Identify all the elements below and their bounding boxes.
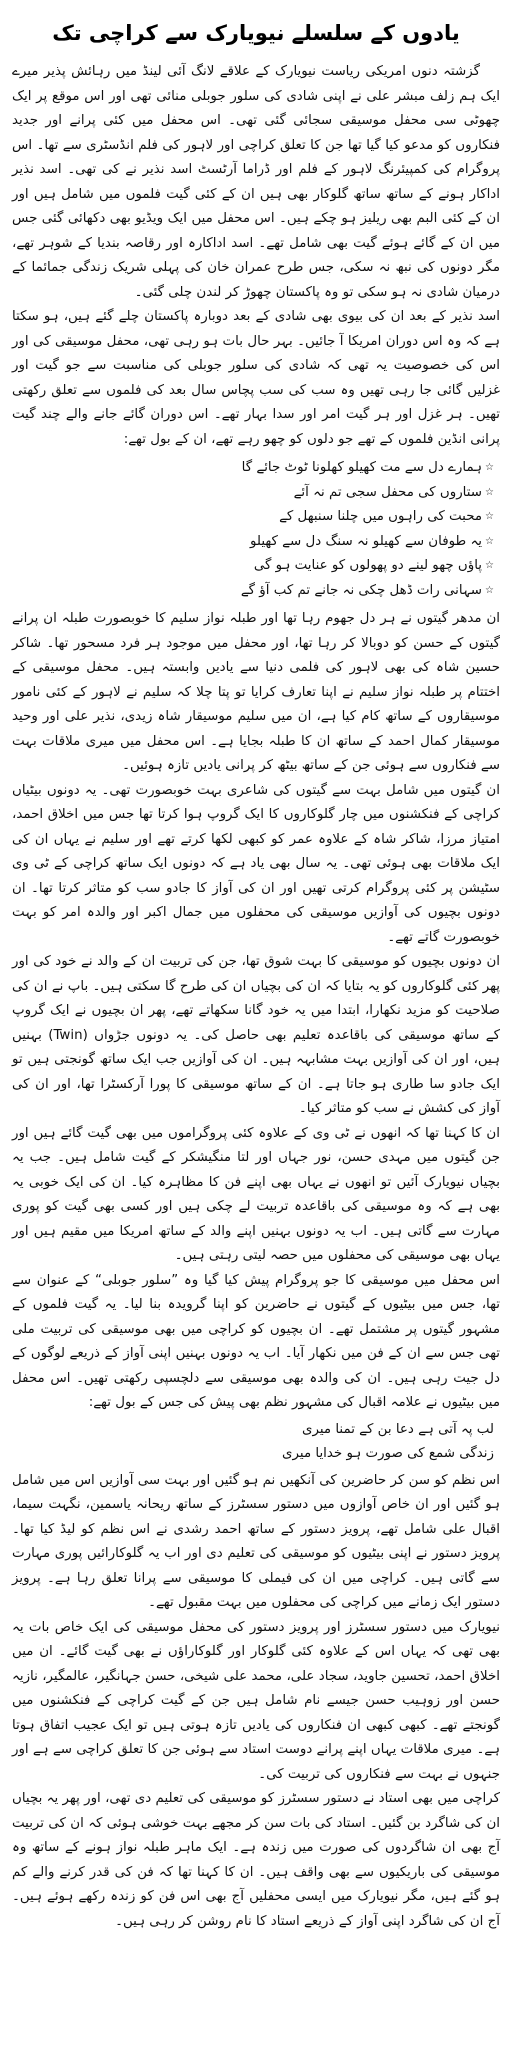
article-paragraph: ان مدھر گیتوں نے ہر دل جھوم رہا تھا اور طبلہ نواز سلیم کا خوبصورت طبلہ ان پرانے گیتوں کے حسن کو دوبالا کر رہا تھا، اور محفل میں موجود ہر فرد مسحور تھا۔ شاکر حسین شاہ کی بھی لاہور کی فلمی دنیا سے یادیں وابستہ ہیں۔ محفل موسیقی کے اختتام پر طبلہ نواز سلیم نے اپنا تعارف کرایا تو پتا چلا کہ سلیم نے لاہور کے کئی نامور موسیقاروں کے ساتھ کام کیا ہے، ان میں سلیم موسیقار شاہ زیدی، نذیر علی اور وحید موسیقار کمال احمد کے ساتھ ان کا طبلہ بجایا ہے۔ اس محفل میں میری ملاقات بہت سے فنکاروں سے ہوئی جن کے ساتھ بیٹھ کر پرانی یادیں تازہ ہوئیں۔ bbox=[12, 611, 500, 773]
star-icon: ☆ bbox=[485, 486, 494, 498]
song-lyric-item bbox=[12, 530, 494, 555]
song-lyric-item bbox=[12, 481, 494, 506]
song-lyrics-list bbox=[12, 456, 500, 603]
song-lyric-text: سہانی رات ڈھل چکی نہ جانے تم کب آؤ گے bbox=[240, 582, 483, 598]
star-icon: ☆ bbox=[485, 462, 494, 474]
article-paragraph: اسد نذیر کے بعد ان کی بیوی بھی شادی کے بعد دوبارہ پاکستان چلے گئے ہیں، ہو سکتا ہے کہ وہ اس دوران امریکا آ جائیں۔ بہر حال بات ہو رہی تھی، محفل موسیقی کی اور اس کی خصوصیت یہ تھی کہ شادی کی سلور جوبلی کی مناسبت سے جو گیت اور غزلیں گائی جا رہی تھیں وہ سب کی سب پچاس سال بعد کی فلموں سے تعلق رکھتی تھیں۔ ہر غزل اور ہر گیت امر اور سدا بہار تھے۔ اس دوران گائے جانے والے چند گیت پرانی انڈین فلموں کے تھے جو دلوں کو چھو رہے تھے، ان کے بول تھے: bbox=[12, 309, 500, 447]
star-icon: ☆ bbox=[485, 535, 494, 547]
article-paragraph: ان کا کہنا تھا کہ انھوں نے ٹی وی کے علاوہ کئی پروگراموں میں بھی گیت گائے ہیں اور جن گیتوں میں مہدی حسن، نور جہاں اور لتا منگیشکر کے گیت شامل ہیں۔ جب یہ بچیاں نیویارک آئیں تو انھوں نے یہاں بھی اپنے فن کا مظاہرہ کیا۔ ان کی ایک خوبی یہ بھی ہے کہ وہ موسیقی کی باقاعدہ تربیت لے چکی ہیں اور کسی بھی گیت کو پوری مہارت سے گاتی ہیں۔ اب یہ دونوں بہنیں اپنے والد کے ساتھ امریکا میں مقیم ہیں اور یہاں بھی موسیقی کی محفلوں میں حصہ لیتی رہتی ہیں۔ bbox=[12, 1125, 500, 1263]
song-lyric-text: یہ طوفان سے کھیلو نہ سنگ دل سے کھیلو bbox=[249, 533, 483, 549]
article-headline: یادوں کے سلسلے نیویارک سے کراچی تک bbox=[52, 21, 460, 45]
poem-quote-line: لب پہ آتی ہے دعا بن کے تمنا میری bbox=[302, 1421, 494, 1437]
article-paragraph: اس محفل میں موسیقی کا جو پروگرام پیش کیا گیا وہ ”سلور جوبلی“ کے عنوان سے تھا، جس میں بیٹیوں کے گیتوں نے حاضرین کو اپنا گرویدہ بنا لیا۔ یہ گیت فلموں کے مشہور گیتوں پر مشتمل تھے۔ ان بچیوں کو کراچی میں بھی موسیقی کی تربیت ملی تھی جس سے ان کے فن میں نکھار آیا۔ اب یہ دونوں بہنیں اپنی آواز کے ذریعے لوگوں کے دل جیت رہی ہیں۔ ان کی والدہ بھی موسیقی سے دلچسپی رکھتی تھیں۔ اس محفل میں بیٹیوں نے علامہ اقبال کی مشہور نظم بھی پیش کی جس کے بول تھے: bbox=[12, 1272, 500, 1410]
article-paragraph: گزشتہ دنوں امریکی ریاست نیویارک کے علاقے لانگ آئی لینڈ میں رہائش پذیر میرے ایک ہم زلف مبشر علی نے اپنی شادی کی سلور جوبلی منائی تھی اور اس موقع پر ایک چھوٹی سی محفل موسیقی سجائی گئی تھی۔ اس محفل میں کئی پرانے اور جدید فنکاروں کو مدعو کیا گیا تھا جن کا تعلق کراچی اور لاہور کی فلم انڈسٹری سے تھا۔ اس پروگرام کی کمپیئرنگ لاہور کے فلم اور ڈراما آرٹسٹ اسد نذیر نے کی تھی۔ اسد نذیر اداکار ہونے کے ساتھ ساتھ گلوکار بھی ہیں ان کے کئی گیت فلموں میں شامل ہیں اور ان کے کئی البم بھی ریلیز ہو چکے ہیں۔ اس محفل میں ایک ویڈیو بھی دکھائی گئی جس میں ان کے گائے ہوئے گیت بھی شامل تھے۔ اسد اداکارہ اور رقاصہ بندیا کے شوہر تھے، مگر دونوں کی نبھ نہ سکی، جس طرح عمران خان کی پہلی شریک زندگی جمائما کے درمیان شادی نہ ہو سکی تو وہ پاکستان چھوڑ کر لندن چلی گئی۔ bbox=[12, 64, 500, 300]
star-icon: ☆ bbox=[485, 584, 494, 596]
article-paragraph: نیویارک میں دستور سسٹرز اور پرویز دستور کی محفل موسیقی کی ایک خاص بات یہ بھی تھی کہ یہاں اس کے علاوہ کئی گلوکار اور گلوکاراؤں نے بھی گیت گائے۔ ان میں اخلاق احمد، تحسین جاوید، سجاد علی، محمد علی شیخی، حسن جہانگیر، عالمگیر، نازیہ حسن اور زوہیب حسن جیسے نام شامل ہیں جن کے گیت کراچی کے فنکشنوں میں گونجتے تھے۔ کبھی کبھی ان فنکاروں کی یادیں تازہ ہوتی ہیں تو ایک عجیب اتفاق ہوتا ہے۔ میری ملاقات یہاں اپنے پرانے دوست استاد سے ہوئی جن کا تعلق کراچی سے ہے اور جنہوں نے بہت سے فنکاروں کی تربیت کی۔ bbox=[12, 1619, 500, 1782]
star-icon: ☆ bbox=[485, 560, 494, 572]
poem-quote bbox=[12, 1418, 500, 1467]
song-lyric-item bbox=[12, 554, 494, 579]
article-paragraph: کراچی میں بھی استاد نے دستور سسٹرز کو موسیقی کی تعلیم دی تھی، اور پھر یہ بچیاں ان کی شاگرد بن گئیں۔ استاد کی بات سن کر مجھے بہت خوشی ہوئی کہ ان کی تربیت آج بھی ان شاگردوں کی صورت میں زندہ ہے۔ ایک ماہر طبلہ نواز ہونے کے ساتھ وہ موسیقی کی باریکیوں سے بھی واقف ہیں۔ ان کا کہنا تھا کہ فن کی قدر کرنے والے کم ہو گئے ہیں، مگر نیویارک میں ایسی محفلیں آج بھی اس فن کو زندہ رکھے ہوئے ہیں۔ آج ان کی شاگرد اپنی آواز کے ذریعے استاد کا نام روشن کر رہی ہیں۔ bbox=[12, 1791, 500, 1929]
song-lyric-item bbox=[12, 579, 494, 604]
song-lyric-item bbox=[12, 456, 494, 481]
song-lyric-text: ہمارے دل سے مت کھیلو کھلونا ٹوٹ جائے گا bbox=[241, 460, 483, 475]
song-lyric-text: ستاروں کی محفل سجی تم نہ آئے bbox=[293, 484, 483, 500]
song-lyric-item bbox=[12, 505, 494, 530]
song-lyric-text: پاؤں چھو لینے دو پھولوں کو عنایت ہو گی bbox=[253, 558, 483, 573]
star-icon: ☆ bbox=[485, 511, 494, 523]
article-paragraph: اس نظم کو سن کر حاضرین کی آنکھیں نم ہو گئیں اور بہت سی آوازیں اس میں شامل ہو گئیں اور ان خاص آوازوں میں دستور سسٹرز کے ساتھ ریحانہ یاسمین، نگہت سیما، اقبال علی شامل تھے، پرویز دستور کے ساتھ احمد رشدی نے اس نظم کو لیڈ کیا تھا۔ پرویز دستور نے اپنی بیٹیوں کو موسیقی کی تعلیم دی اور اب یہ گلوکارائیں پوری مہارت سے گاتی ہیں۔ کراچی میں ان کی فیملی کا موسیقی سے پرانا تعلق رہا ہے۔ پرویز دستور ایک زمانے میں کراچی کی محفلوں میں بہت مقبول تھے۔ bbox=[12, 1472, 500, 1610]
poem-quote-line: زندگی شمع کی صورت ہو خدایا میری bbox=[282, 1446, 494, 1461]
article-body bbox=[12, 60, 500, 1934]
song-lyric-text: محبت کی راہوں میں چلنا سنبھل کے bbox=[279, 509, 483, 524]
article-paragraph: ان دونوں بچیوں کو موسیقی کا بہت شوق تھا، جن کی تربیت ان کے والد نے خود کی اور پھر کئی گلوکاروں کو یہ بتایا کہ ان کی بچیاں ان کی طرح گا سکتی ہیں۔ باپ نے ان کی صلاحیت کو مزید نکھارا، ابتدا میں یہ خود گانا سکھاتے تھے، پھر ان بچیوں نے ایک گروپ کے ساتھ موسیقی کی باقاعدہ تعلیم بھی حاصل کی۔ یہ دونوں جڑواں (Twin) بہنیں ہیں، اور ان کی آوازیں بہت مشابہہ ہیں۔ ان کی آوازیں جب ایک ساتھ گونجتی ہیں تو ایک جادو سا طاری ہو جاتا ہے۔ ان کے ساتھ موسیقی کا پورا آرکسٹرا تھا، اور ان کی آواز کی کشش نے سب کو متاثر کیا۔ bbox=[12, 954, 500, 1116]
article-paragraph: ان گیتوں میں شامل بہت سے گیتوں کی شاعری بہت خوبصورت تھی۔ یہ دونوں بیٹیاں کراچی کے فنکشنوں میں چار گلوکاروں کا ایک گروپ ہوا کرتا تھا جس میں اخلاق احمد، امتیاز مرزا، شاکر شاہ کے علاوہ عمر کو کبھی لکھا کرتے تھے اور سلیم نے یہاں ان کی ایک ملاقات بھی ہوئی تھی۔ یہ سال بھی یاد ہے کہ دونوں ایک ساتھ کراچی کے ٹی وی سٹیشن پر کئی پروگرام کرتی تھیں اور ان کی آواز کا جادو سب کو متاثر کرتا تھا۔ ان دونوں بچیوں کی آوازیں موسیقی کی محفلوں میں جمال اکبر اور والدہ امر کو بہت خوبصورت گاتے تھے۔ bbox=[12, 782, 500, 945]
